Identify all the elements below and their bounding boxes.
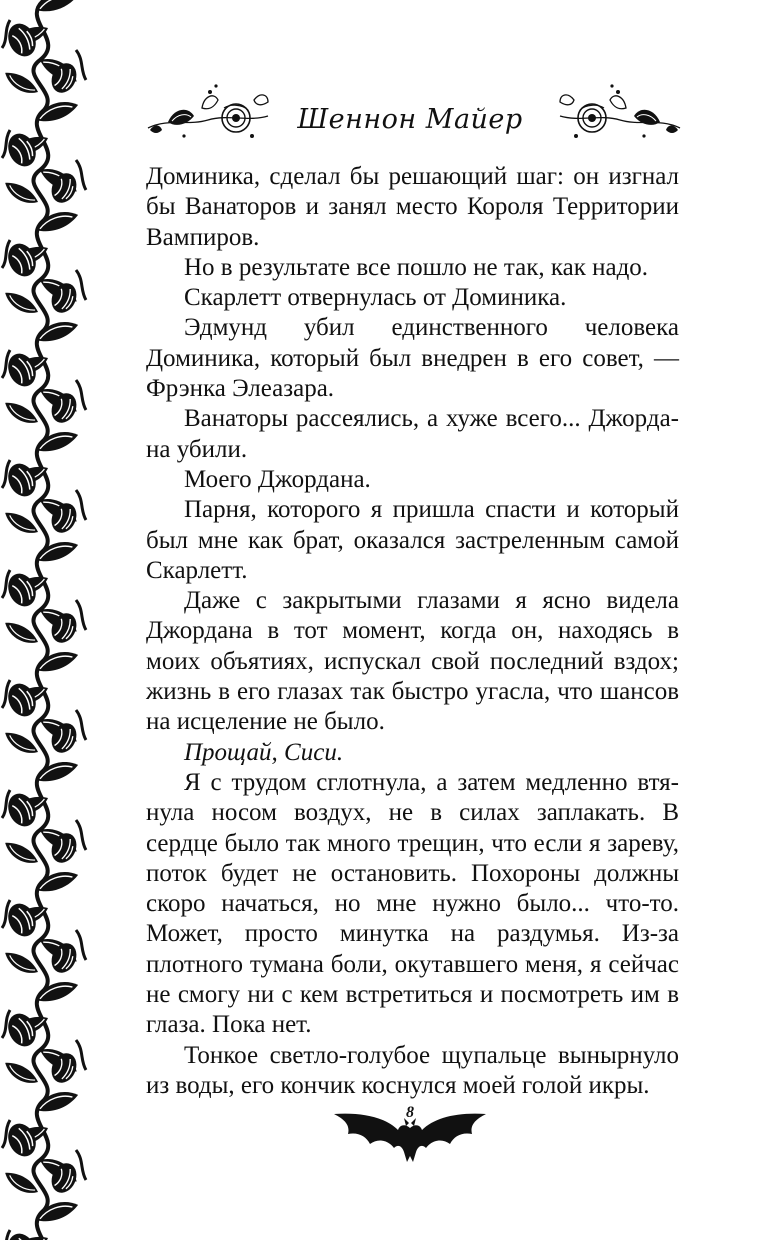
floral-vine-border xyxy=(0,0,90,1240)
paragraph: Парня, которого я пришла спасти и который был мне как брат, оказался застреленным самой Скарлетт. xyxy=(146,496,679,584)
paragraph: Моего Джордана. xyxy=(184,465,371,493)
page-number: 8 xyxy=(406,1104,414,1121)
page-footer xyxy=(330,1104,490,1170)
paragraph: Но в результате все пошло не так, как надо. xyxy=(184,253,649,281)
paragraph: Даже с закрытыми глазами я ясно видела Джордана в тот момент, когда он, находясь в моих объятиях, испускал свой последний вздох; жизнь в его глазах так быстро угасла, что шансов на исцеление не было. xyxy=(146,587,679,736)
running-header xyxy=(140,78,680,148)
paragraph: Скарлетт отвернулась от Доминика. xyxy=(184,284,567,312)
paragraph: Ванаторы рассеялись, а хуже всего... Джордана убили. xyxy=(146,405,679,463)
paragraph: Я с трудом сглотнула, а затем медленно втянула носом воздух, не в силах заплакать. В сердце было так много трещин, что если я зареву, поток будет не остановить. Похороны должны скоро начаться, но мне нужно было... что-то. Может, просто минутка на раздумья. Из-за плотного тумана боли, окутавшего меня, я сейчас не смогу ни с кем встретиться и посмотреть им в глаза. Пока нет. xyxy=(146,768,679,1039)
body-text xyxy=(146,162,679,1101)
italic-paragraph: Прощай, Сиси. xyxy=(184,738,344,766)
paragraph: Эдмунд убил единственного человека Доминика, который был внедрен в его совет, — Фрэнка Элеазара. xyxy=(146,314,679,403)
paragraph: Доминика, сделал бы решающий шаг: он изгнал бы Ванаторов и занял место Короля Территории Вампиров. xyxy=(146,163,679,251)
running-title: Шеннон Майер xyxy=(297,104,523,135)
paragraph: Тонкое светло-голубое щупальце вынырнуло из воды, его кончик коснулся моей голой икры. xyxy=(146,1041,679,1099)
rose-ornament-icon xyxy=(556,78,684,144)
